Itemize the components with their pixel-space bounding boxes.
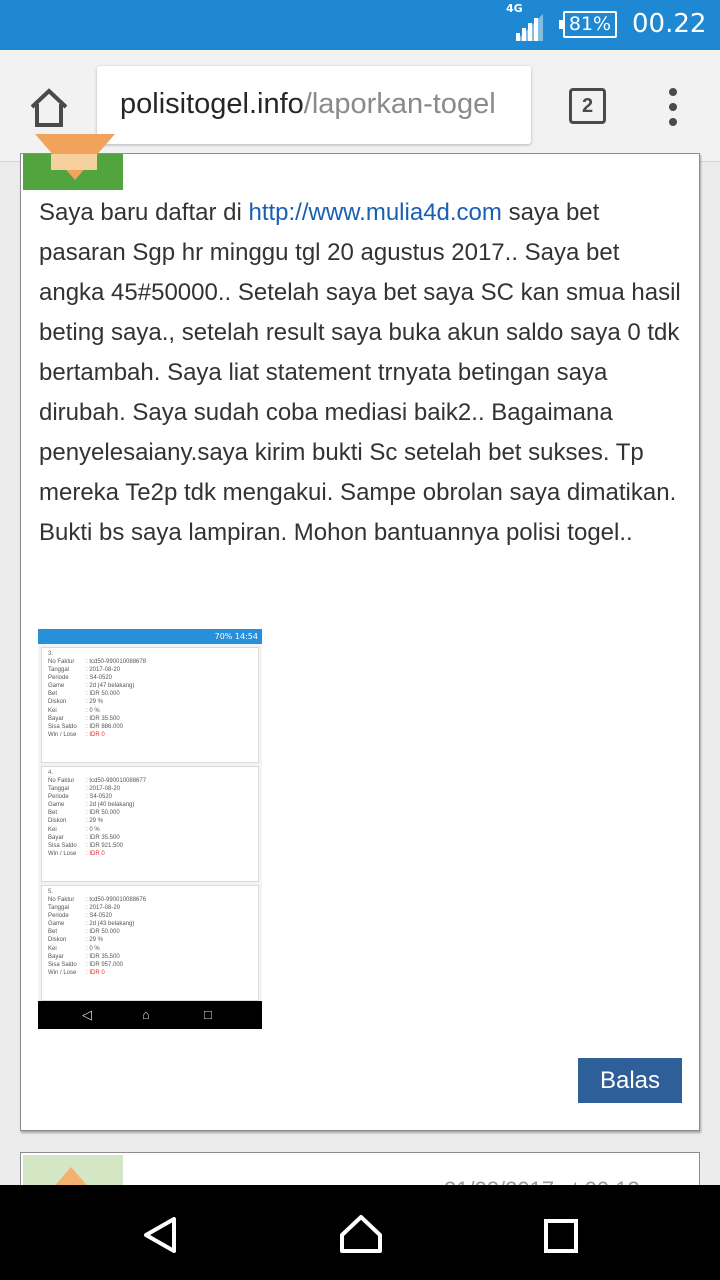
- attachment-ticket: [41, 647, 259, 763]
- ticket-field-label: No Faktur: [48, 897, 75, 903]
- ticket-row: [48, 945, 252, 953]
- ticket-field-label: Tanggal: [48, 786, 70, 793]
- ticket-field-value: : 0 %: [86, 945, 100, 952]
- ticket-row: [48, 936, 252, 944]
- ticket-field-value: : IDR 0: [86, 969, 105, 976]
- ticket-field-label: Diskon: [48, 818, 67, 825]
- attachment-ticket: [41, 766, 259, 882]
- ticket-number: 4.: [48, 770, 54, 776]
- ticket-field-value: : 2d (40 belakang): [86, 802, 135, 809]
- ticket-field-value: : S4-0520: [86, 913, 113, 920]
- ticket-row: [48, 842, 252, 850]
- network-type: 4G: [506, 2, 523, 15]
- avatar: [23, 154, 123, 190]
- ticket-field-value: : IDR 886.000: [86, 723, 124, 730]
- ticket-field-value: : IDR 35.500: [86, 953, 120, 960]
- comment-text-start: Saya baru daftar di: [39, 199, 249, 226]
- ticket-field-value: : IDR 35.500: [86, 834, 120, 841]
- attachment-nav-bar: ◁ ⌂ □: [38, 1001, 262, 1029]
- ticket-row: [48, 723, 252, 731]
- attachment-ticket: [41, 885, 259, 1001]
- ticket-row: [48, 826, 252, 834]
- ticket-field-value: : 2017-08-20: [86, 667, 121, 674]
- back-triangle-icon[interactable]: [140, 1215, 180, 1255]
- ticket-field-value: : tcd50-990010088677: [86, 778, 147, 784]
- ticket-field-value: : IDR 35.500: [86, 715, 120, 722]
- ticket-field-value: : IDR 50.000: [86, 691, 120, 698]
- more-vert-icon[interactable]: [664, 88, 684, 128]
- comment-text-rest: saya bet pasaran Sgp hr minggu tgl 20 agustus 2017.. Saya bet angka 45#50000.. Setelah saya bet saya SC kan smua hasil beting saya., setelah result saya buka akun saldo saya 0 tdk bertambah. Saya liat statement trnyata betingan saya dirubah. Saya sudah coba mediasi baik2.. Bagaimana penyelesaiany.saya kirim bukti Sc setelah bet sukses. Tp mereka Te2p tdk mengakui. Sampe obrolan saya dimatikan. Bukti bs saya lampiran. Mohon bantuannya polisi togel..: [39, 199, 681, 546]
- ticket-field-value: : 29 %: [86, 818, 104, 825]
- url-path: /laporkan-togel: [303, 88, 496, 120]
- ticket-field-label: Bayar: [48, 953, 64, 960]
- ticket-row: [48, 801, 252, 809]
- ticket-field-value: : 29 %: [86, 699, 104, 706]
- comment-card: [20, 153, 700, 1131]
- ticket-field-value: : IDR 0: [86, 731, 105, 738]
- ticket-field-label: Diskon: [48, 699, 67, 706]
- tab-switcher-button[interactable]: 2: [569, 88, 606, 124]
- system-nav-bar: [0, 1185, 720, 1280]
- ticket-field-label: Sisa Saldo: [48, 842, 77, 849]
- ticket-row: [48, 912, 252, 920]
- ticket-field-label: No Faktur: [48, 659, 75, 665]
- ticket-field-value: : S4-0520: [86, 794, 113, 801]
- ticket-field-label: Kei: [48, 707, 57, 714]
- ticket-row: [48, 674, 252, 682]
- ticket-row: [48, 850, 252, 858]
- ticket-field-label: Kei: [48, 945, 57, 952]
- ticket-field-label: No Faktur: [48, 778, 75, 784]
- ticket-row: [48, 817, 252, 825]
- reply-button[interactable]: Balas: [578, 1058, 682, 1103]
- ticket-field-label: Win / Lose: [48, 850, 77, 857]
- home-outline-icon[interactable]: [338, 1213, 384, 1255]
- ticket-field-label: Win / Lose: [48, 731, 77, 738]
- ticket-row: [48, 785, 252, 793]
- comment-link[interactable]: http://www.mulia4d.com: [248, 199, 502, 226]
- ticket-field-value: : 0 %: [86, 826, 100, 833]
- ticket-field-value: : tcd50-990010088676: [86, 897, 147, 903]
- ticket-field-value: : 2017-08-20: [86, 905, 121, 912]
- ticket-row: [48, 690, 252, 698]
- ticket-field-value: : tcd50-990010088678: [86, 659, 147, 665]
- ticket-field-label: Bet: [48, 691, 58, 698]
- ticket-field-value: : 2d (43 belakang): [86, 921, 135, 928]
- ticket-field-label: Periode: [48, 794, 69, 801]
- page-content: [0, 163, 720, 1185]
- comment-text: [39, 193, 684, 553]
- url-text: [120, 88, 496, 121]
- address-bar[interactable]: [97, 66, 531, 144]
- ticket-row: [48, 896, 252, 904]
- ticket-row: [48, 777, 252, 785]
- status-bar: [0, 0, 720, 50]
- ticket-field-value: : 0 %: [86, 707, 100, 714]
- ticket-field-label: Kei: [48, 826, 57, 833]
- ticket-row: [48, 715, 252, 723]
- ticket-field-label: Sisa Saldo: [48, 961, 77, 968]
- ticket-field-value: : 2017-08-20: [86, 786, 121, 793]
- ticket-row: [48, 666, 252, 674]
- ticket-row: [48, 809, 252, 817]
- ticket-row: [48, 658, 252, 666]
- ticket-field-value: : IDR 0: [86, 850, 105, 857]
- ticket-row: [48, 928, 252, 936]
- attachment-image[interactable]: [38, 629, 262, 1029]
- ticket-field-label: Tanggal: [48, 667, 70, 674]
- ticket-row: [48, 793, 252, 801]
- ticket-row: [48, 698, 252, 706]
- home-icon[interactable]: [24, 83, 74, 133]
- ticket-field-label: Game: [48, 921, 65, 928]
- ticket-row: [48, 904, 252, 912]
- ticket-field-value: : 2d (47 belakang): [86, 683, 135, 690]
- ticket-field-label: Sisa Saldo: [48, 723, 77, 730]
- ticket-field-label: Game: [48, 683, 65, 690]
- ticket-field-label: Win / Lose: [48, 969, 77, 976]
- ticket-number: 3.: [48, 651, 54, 657]
- ticket-field-label: Periode: [48, 913, 69, 920]
- attachment-status-bar: 70% 14:54: [38, 629, 262, 644]
- ticket-field-value: : IDR 921.500: [86, 842, 124, 849]
- square-icon[interactable]: [543, 1218, 579, 1254]
- ticket-field-label: Tanggal: [48, 905, 70, 912]
- ticket-field-label: Bayar: [48, 715, 64, 722]
- ticket-row: [48, 707, 252, 715]
- ticket-row: [48, 731, 252, 739]
- ticket-row: [48, 920, 252, 928]
- ticket-row: [48, 969, 252, 977]
- ticket-field-label: Diskon: [48, 937, 67, 944]
- ticket-field-value: : IDR 50.000: [86, 810, 120, 817]
- ticket-field-value: : IDR 50.000: [86, 929, 120, 936]
- ticket-field-label: Bet: [48, 929, 58, 936]
- signal-icon: [514, 12, 544, 42]
- ticket-field-label: Bet: [48, 810, 58, 817]
- ticket-field-label: Bayar: [48, 834, 64, 841]
- ticket-field-label: Periode: [48, 675, 69, 682]
- ticket-row: [48, 834, 252, 842]
- clock: 00.22: [632, 9, 707, 39]
- ticket-row: [48, 953, 252, 961]
- ticket-field-label: Game: [48, 802, 65, 809]
- ticket-row: [48, 682, 252, 690]
- url-host: polisitogel.info: [120, 88, 304, 120]
- ticket-field-value: : IDR 957.000: [86, 961, 124, 968]
- ticket-field-value: : S4-0520: [86, 675, 113, 682]
- ticket-field-value: : 29 %: [86, 937, 104, 944]
- ticket-number: 5.: [48, 889, 54, 895]
- ticket-row: [48, 961, 252, 969]
- battery-indicator: 81%: [563, 11, 617, 38]
